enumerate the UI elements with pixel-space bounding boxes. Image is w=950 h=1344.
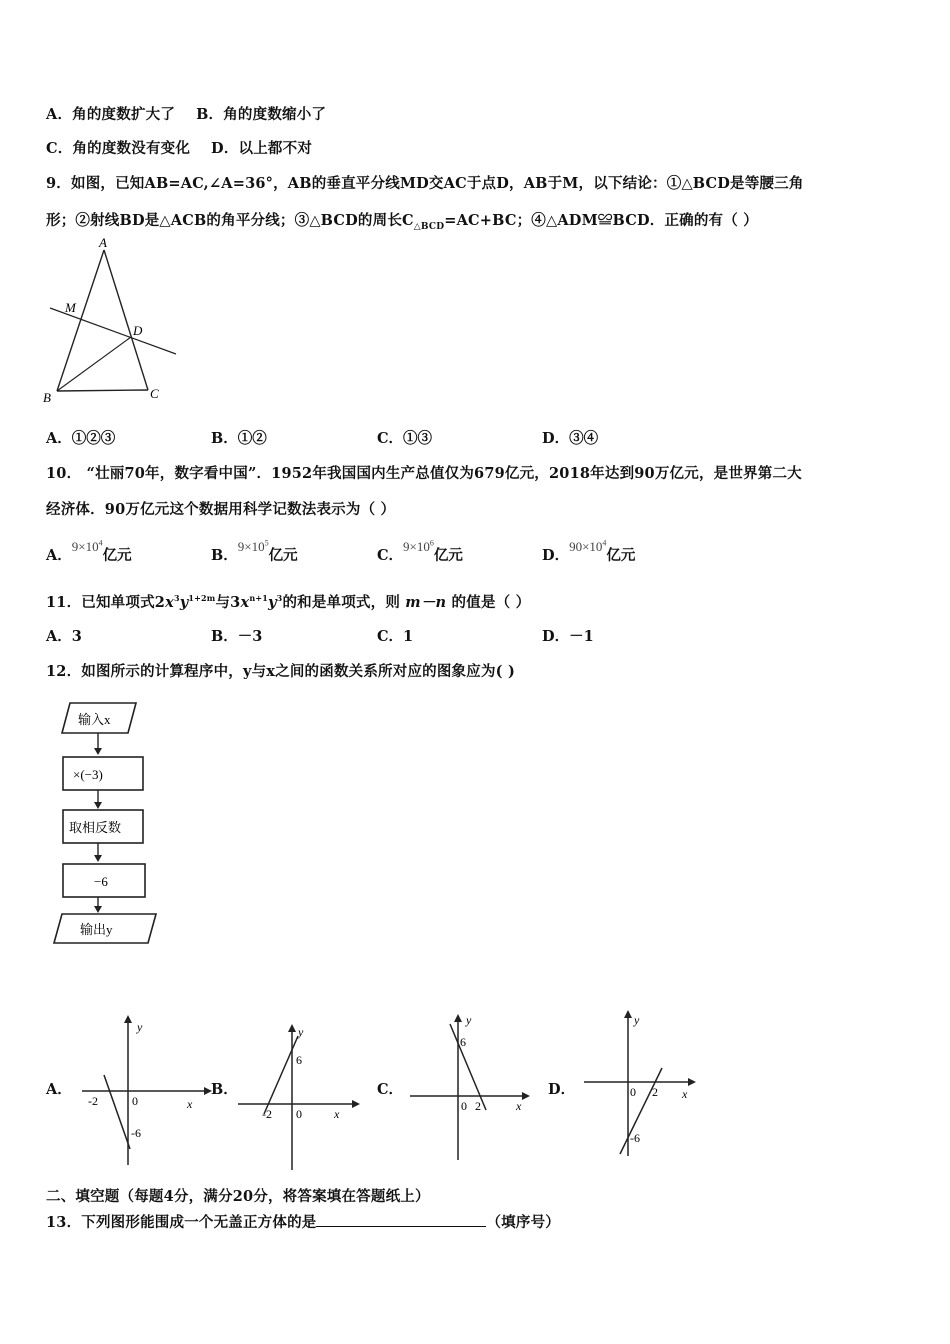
q9-label-a: A: [99, 235, 107, 250]
flow-multiply: ×(−3): [73, 767, 103, 782]
q9-subscript: △BCD: [413, 221, 445, 232]
flow-negate: 取相反数: [69, 820, 122, 835]
q9-option-a: A．①②③: [46, 430, 116, 447]
q12-option-d-label: D．: [548, 1081, 576, 1098]
section-2-heading: 二、填空题（每题4分，满分20分，将答案填在答题纸上）: [46, 1188, 430, 1205]
q8-options-row-2: [46, 137, 312, 158]
graph-c-y-label: y: [466, 1013, 472, 1027]
q12-graph-c: [406, 1010, 536, 1160]
graph-b-y-mark: 6: [296, 1053, 302, 1067]
q12-graph-d: [582, 1008, 702, 1158]
q9-option-d: D．③④: [542, 430, 599, 447]
q13-answer-blank[interactable]: [316, 1214, 486, 1227]
graph-d-origin: 0: [630, 1085, 636, 1099]
flow-output: 输出y: [80, 922, 113, 937]
q8-option-b: B．角的度数缩小了: [196, 106, 327, 123]
graph-c-x-label: x: [516, 1099, 522, 1113]
q9-stem-line-1: 9．如图，已知AB=AC,∠A=36°，AB的垂直平分线MD交AC于点D，AB于M，以下结论：①△BCD是等腰三角: [46, 175, 804, 192]
q9-triangle-figure: [40, 234, 185, 406]
q10-option-d: D．$90\times 10^4$亿元: [542, 538, 636, 564]
q12-option-b-label: B．: [211, 1081, 238, 1098]
q11-option-b: B．－3: [211, 628, 263, 645]
graph-a-y-mark: -6: [131, 1126, 141, 1140]
q10-option-c: C．$9\times 10^6$亿元: [377, 538, 463, 564]
graph-a-origin: 0: [132, 1094, 138, 1108]
q12-graph-a: [82, 1015, 212, 1165]
q12-option-a-label: A．: [46, 1081, 72, 1098]
graph-a-x-mark: -2: [88, 1094, 98, 1108]
q11-stem: 11．已知单项式$2x^3y^{1+2m}$与$3x^{n+1}y^3$的和是单项式，则 m－n 的值是（ ）: [46, 593, 531, 611]
graph-d-y-label: y: [634, 1013, 640, 1027]
graph-d-x-label: x: [682, 1087, 688, 1101]
q9-option-b: B．①②: [211, 430, 267, 447]
q9-label-c: C: [150, 386, 159, 401]
q8-option-c: C．角的度数没有变化: [46, 140, 191, 157]
flow-input: 输入x: [78, 712, 111, 727]
graph-d-y-mark: -6: [630, 1131, 640, 1145]
q11-option-c: C．1: [377, 628, 414, 645]
graph-c-x-mark: 2: [475, 1099, 481, 1113]
q10-option-a: A．$9\times 10^4$亿元: [46, 538, 132, 564]
q9-label-m: M: [65, 300, 76, 315]
q8-option-d: D．以上都不对: [211, 140, 313, 157]
q9-stem-line-2: 形；②射线BD是△ACB的角平分线；③△BCD的周长$C_{\triangle BCD}=AC+BC$；④△ADM≌BCD．正确的有（ ）: [46, 212, 758, 232]
q9-option-c: C．①③: [377, 430, 433, 447]
graph-c-y-mark: 6: [460, 1035, 466, 1049]
graph-a-y-label: y: [137, 1020, 143, 1034]
graph-b-x-label: x: [334, 1107, 340, 1121]
graph-a-x-label: x: [187, 1097, 193, 1111]
flow-subtract: −6: [94, 874, 108, 889]
graph-b-x-mark: -2: [262, 1107, 272, 1121]
graph-b-origin: 0: [296, 1107, 302, 1121]
q12-stem: 12．如图所示的计算程序中，y与x之间的函数关系所对应的图象应为( ): [46, 663, 516, 680]
q11-option-a: A．3: [46, 628, 82, 645]
graph-b-y-label: y: [298, 1025, 304, 1039]
graph-c-origin: 0: [461, 1099, 467, 1113]
q10-option-b: B．$9\times 10^5$亿元: [211, 538, 298, 564]
q10-stem-line-1: 10． “壮丽70年，数字看中国”．1952年我国国内生产总值仅为679亿元，2018年达到90万亿元，是世界第二大: [46, 465, 802, 482]
q12-option-c-label: C．: [377, 1081, 404, 1098]
q12-flowchart: [48, 700, 163, 950]
q13-stem: 13．下列图形能围成一个无盖正方体的是 （填序号）: [46, 1214, 560, 1231]
q9-label-b: B: [43, 390, 51, 405]
q10-stem-line-2: 经济体．90万亿元这个数据用科学记数法表示为（ ）: [46, 501, 396, 518]
graph-d-x-mark: 2: [652, 1085, 658, 1099]
q8-option-a: A．角的度数扩大了: [46, 106, 176, 123]
q8-options-row-1: [46, 103, 326, 124]
q9-label-d: D: [133, 323, 143, 338]
q12-graph-b: [236, 1022, 366, 1172]
q11-option-d: D．－1: [542, 628, 594, 645]
